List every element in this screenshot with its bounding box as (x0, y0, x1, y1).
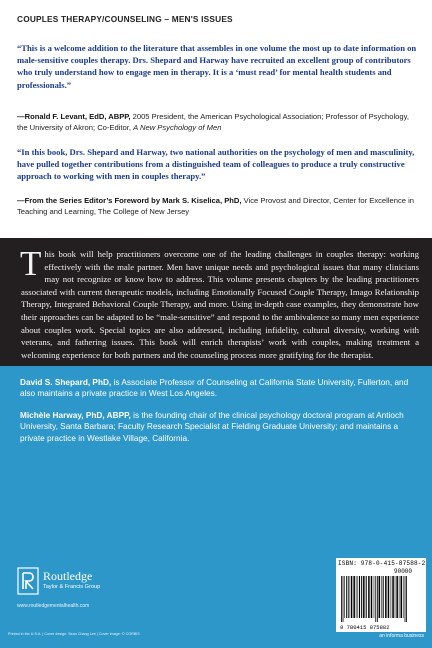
barcode-bar (395, 576, 396, 618)
description-text: his book will help practitioners overcome one of the leading challenges in couples therapy: working effectively with the male partner. Men have unique needs and psychological issues that many clinicians may not recognize or know how to address. This volume presents chapters by the leading practitioners associated with current therapeutic models, including Emotionally Focused Couple Therapy, Imago Relationship Therapy, Integrated Behavioral Couple Therapy, and more. Using in-depth case examples, they demonstrate how their approaches can be adapted to be “male-sensitive” and respond to the ambivalence so many men experience about couples work. Special topics are also addressed, including infidelity, cultural diversity, working with veterans, and fathering issues. This book will enrich therapists’ work with couples, making treatment a welcoming experience for both partners and the counseling process more gratifying for the therapist. (21, 249, 419, 360)
barcode-bar (388, 576, 390, 618)
cover-credits: Printed in the U.S.A. | Cover design: Sean Chang Lee | Cover image: © CORBIS (8, 632, 140, 636)
endorser-detail-2: Vice Provost and Director, Center for Excellence in Teaching and Learning, The College of New Jersey (17, 196, 415, 216)
barcode-bar (396, 576, 398, 618)
barcode-bar (403, 576, 404, 618)
endorser-book-title: A New Psychology of Men (133, 122, 222, 132)
barcode-bar (348, 576, 349, 618)
endorser-name-2: —From the Series Editor’s Foreword by Mark S. Kiselica, PhD, (17, 196, 242, 205)
barcode-bar (361, 576, 362, 618)
endorsement-quote-2: “In this book, Drs. Shepard and Harway, two national authorities on the psychology of men and masculinity, have pulled together contributions from a distinguished team of colleagues to produce a truly constructive approach to working with men in couples therapy.” (17, 147, 415, 182)
endorsement-attribution-2 (17, 196, 421, 218)
barcode-bar (375, 576, 376, 622)
author-bio-2 (20, 410, 418, 444)
barcode-bar (363, 576, 365, 618)
routledge-r-icon (17, 567, 39, 595)
author-name-1: David S. Shepard, PhD, (20, 378, 112, 387)
informa-tagline: an informa business (379, 633, 424, 639)
endorser-name-1: —Ronald F. Levant, EdD, ABPP, (17, 112, 131, 121)
endorsement-quote-1: “This is a welcome addition to the literature that assembles in one volume the most up to date information on male-sensitive couples therapy. Drs. Shepard and Harway have recruited an excellent group of contributors who truly understand how to engage men in therapy. It is a ‘must read’ for mental health students and professionals.” (17, 43, 417, 90)
drop-cap: T (20, 244, 42, 283)
barcode-bar (381, 576, 382, 618)
publisher-name: Routledge (43, 569, 93, 583)
barcode-bar (392, 576, 394, 618)
barcode-bar (391, 576, 392, 618)
isbn-barcode-box (336, 558, 426, 632)
category-label: COUPLES THERAPY/COUNSELING – MEN'S ISSUES (17, 14, 233, 24)
barcode-bar (377, 576, 378, 622)
publisher-url[interactable]: www.routledgementalhealth.com (17, 603, 90, 609)
barcode-bar (344, 576, 345, 618)
barcode-bar (358, 576, 359, 618)
barcode-bar (356, 576, 357, 618)
author-bio-text-2: is the founding chair of the clinical psychology doctoral program at Antioch University, Santa Barbara; Faculty Research Specialist at Fielding Graduate University; and maintains a private practice in Westlake Village, California. (20, 411, 404, 443)
publisher-logo (17, 567, 127, 599)
barcode-bar (401, 576, 403, 618)
barcode-graphic (339, 576, 423, 624)
barcode-bar (385, 576, 387, 618)
ean-number: 9 780415 875882 (340, 624, 390, 631)
barcode-bar (406, 576, 407, 622)
author-bio-text-1: is Associate Professor of Counseling at California State University, Fullerton, and also maintains a private practice in West Los Angeles. (20, 378, 409, 399)
endorser-detail-1: 2005 President, the American Psychological Association; Professor of Psychology, the University of Akron; Co-Editor, (17, 112, 409, 132)
book-description (20, 244, 419, 361)
isbn-label: ISBN: 978-0-415-87588-2 (338, 560, 426, 567)
barcode-bar (405, 576, 406, 622)
barcode-bar (353, 576, 355, 618)
author-name-2: Michèle Harway, PhD, ABPP, (20, 411, 131, 420)
barcode-bar (374, 576, 375, 618)
barcode-bar (383, 576, 384, 618)
publisher-group: Taylor & Francis Group (43, 584, 101, 590)
barcode-bar (359, 576, 360, 618)
barcode-bar (343, 576, 344, 622)
barcode-bar (341, 576, 342, 622)
barcode-bar (399, 576, 400, 618)
price-code: 90000 (394, 568, 413, 575)
author-bio-1 (20, 377, 418, 400)
barcode-bar (371, 576, 373, 618)
barcode-bar (368, 576, 370, 618)
barcode-bar (366, 576, 367, 618)
barcode-bar (346, 576, 347, 618)
barcode-bar (379, 576, 381, 618)
endorsement-attribution-1 (17, 112, 421, 134)
barcode-bar (351, 576, 353, 618)
